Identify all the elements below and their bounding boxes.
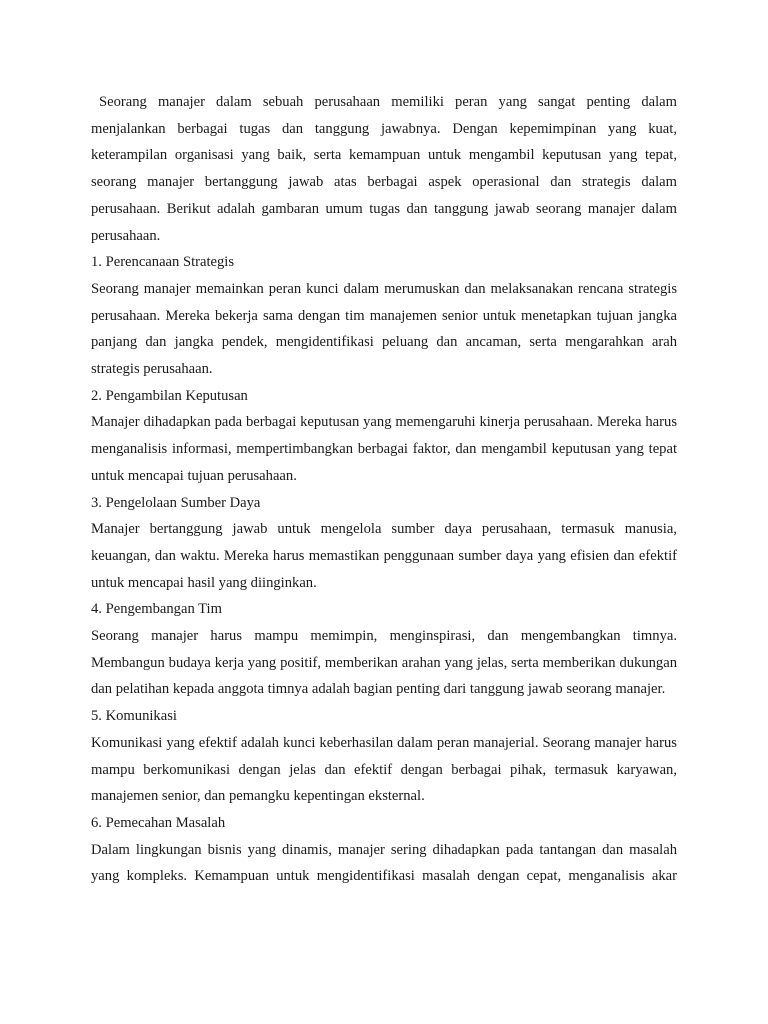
section-body-problem-solving: Dalam lingkungan bisnis yang dinamis, manajer sering dihadapkan pada tantangan dan masalah yang kompleks. Kemampuan untuk mengidentifikasi masalah dengan cepat, menganalisis akar [91, 841, 677, 885]
intro-paragraph: Seorang manajer dalam sebuah perusahaan memiliki peran yang sangat penting dalam menjalankan berbagai tugas dan tanggung jawabnya. Dengan kepemimpinan yang kuat, keterampilan organisasi yang baik, serta kemampuan untuk mengambil keputusan yang tepat, seorang manajer bertanggung jawab atas berbagai aspek operasional dan strategis dalam perusahaan. Berikut adalah gambaran umum tugas dan tanggung jawab seorang manajer dalam perusahaan. [91, 94, 677, 244]
section-heading-strategic-planning: 1. Perencanaan Strategis [91, 254, 235, 271]
section-heading-decision-making: 2. Pengambilan Keputusan [91, 387, 248, 404]
section-heading-communication: 5. Komunikasi [91, 708, 177, 725]
section-heading-team-development: 4. Pengembangan Tim [91, 601, 222, 618]
section-body-team-development: Seorang manajer harus mampu memimpin, menginspirasi, dan mengembangkan timnya. Membangun budaya kerja yang positif, memberikan arahan yang jelas, serta memberikan dukungan dan pelatihan kepada anggota timnya adalah bagian penting dari tanggung jawab seorang manajer. [91, 628, 677, 698]
section-body-decision-making: Manajer dihadapkan pada berbagai keputusan yang memengaruhi kinerja perusahaan. Mereka harus menganalisis informasi, mempertimbangkan berbagai faktor, dan mengambil keputusan yang tepat untuk mencapai tujuan perusahaan. [91, 414, 677, 484]
section-body-strategic-planning: Seorang manajer memainkan peran kunci dalam merumuskan dan melaksanakan rencana strategis perusahaan. Mereka bekerja sama dengan tim manajemen senior untuk menetapkan tujuan jangka panjang dan jangka pendek, mengidentifikasi peluang dan ancaman, serta mengarahkan arah strategis perusahaan. [91, 280, 677, 378]
document-page [91, 89, 677, 890]
section-heading-resource-management: 3. Pengelolaan Sumber Daya [91, 494, 261, 511]
section-body-resource-management: Manajer bertanggung jawab untuk mengelola sumber daya perusahaan, termasuk manusia, keuangan, dan waktu. Mereka harus memastikan penggunaan sumber daya yang efisien dan efektif untuk mencapai hasil yang diinginkan. [91, 521, 677, 591]
section-heading-problem-solving: 6. Pemecahan Masalah [91, 814, 226, 831]
section-body-communication: Komunikasi yang efektif adalah kunci keberhasilan dalam peran manajerial. Seorang manajer harus mampu berkomunikasi dengan jelas dan efektif dengan berbagai pihak, termasuk karyawan, manajemen senior, dan pemangku kepentingan eksternal. [91, 734, 677, 805]
